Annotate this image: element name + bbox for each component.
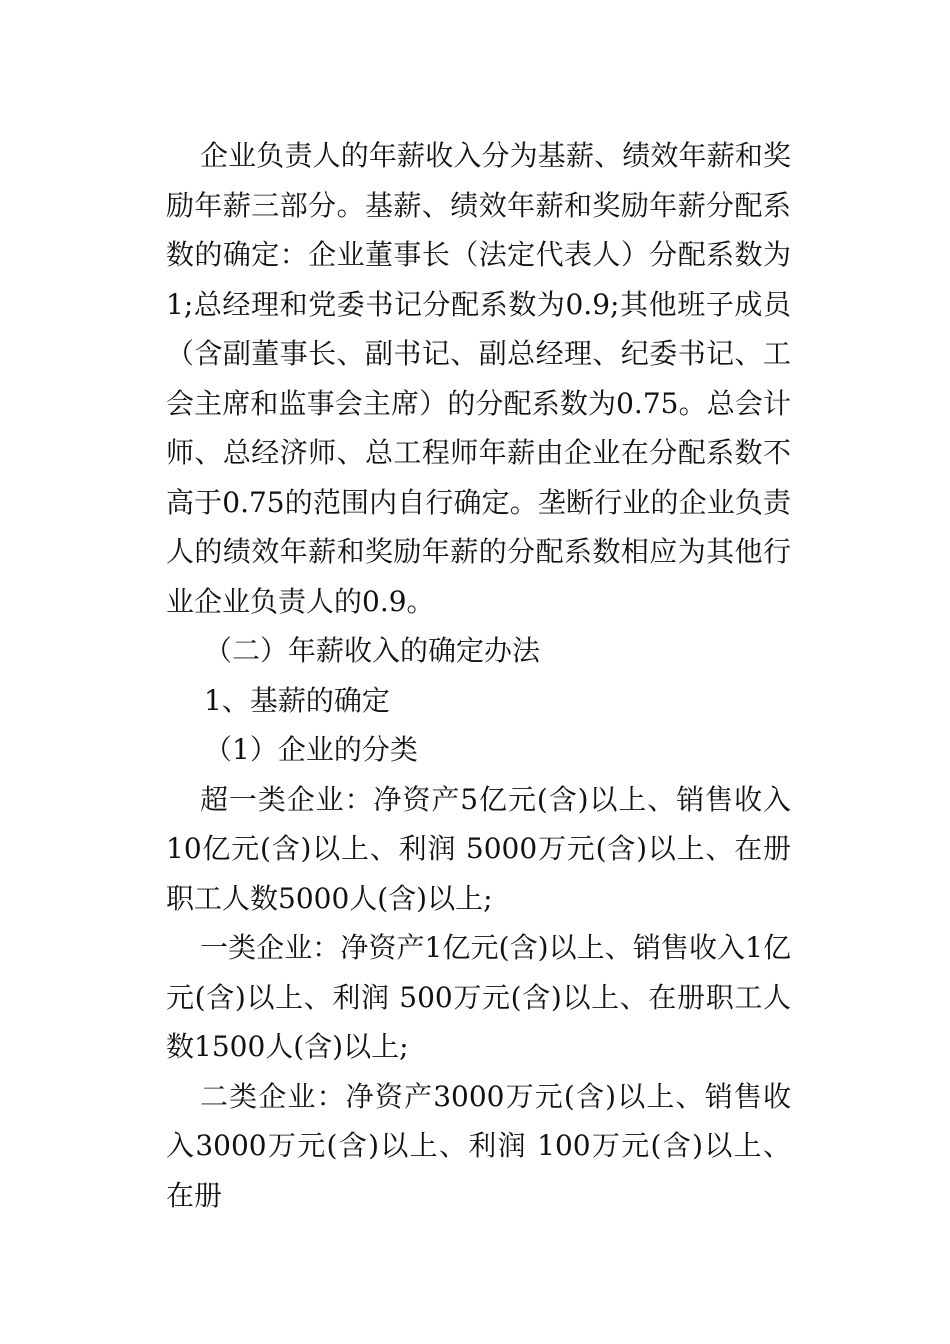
paragraph-super-class-enterprise: 超一类企业：净资产5亿元(含)以上、销售收入10亿元(含)以上、利润 5000万元(含)以上、在册职工人数5000人(含)以上; <box>166 782 791 915</box>
paragraph-class-one-enterprise: 一类企业：净资产1亿元(含)以上、销售收入1亿元(含)以上、利润 500万元(含)以上、在册职工人数1500人(含)以上; <box>166 931 791 1063</box>
subheading-base-salary: 1、基薪的确定 <box>204 683 390 717</box>
document-body <box>166 131 791 1220</box>
subheading-enterprise-classification: （1）企业的分类 <box>204 733 418 766</box>
paragraph-salary-composition: 企业负责人的年薪收入分为基薪、绩效年薪和奖励年薪三部分。基薪、绩效年薪和奖励年薪分配系数的确定：企业董事长（法定代表人）分配系数为1;总经理和党委书记分配系数为0.9;其他班子成员（含副董事长、副书记、副总经理、纪委书记、工会主席和监事会主席）的分配系数为0.75。总会计师、总经济师、总工程师年薪由企业在分配系数不高于0.75的范围内自行确定。垄断行业的企业负责人的绩效年薪和奖励年薪的分配系数相应为其他行业企业负责人的0.9。 <box>166 139 791 618</box>
section-heading-salary-method: （二）年薪收入的确定办法 <box>204 634 541 667</box>
paragraph-class-two-enterprise: 二类企业：净资产3000万元(含)以上、销售收入3000万元(含)以上、利润 100万元(含)以上、在册 <box>166 1079 791 1212</box>
